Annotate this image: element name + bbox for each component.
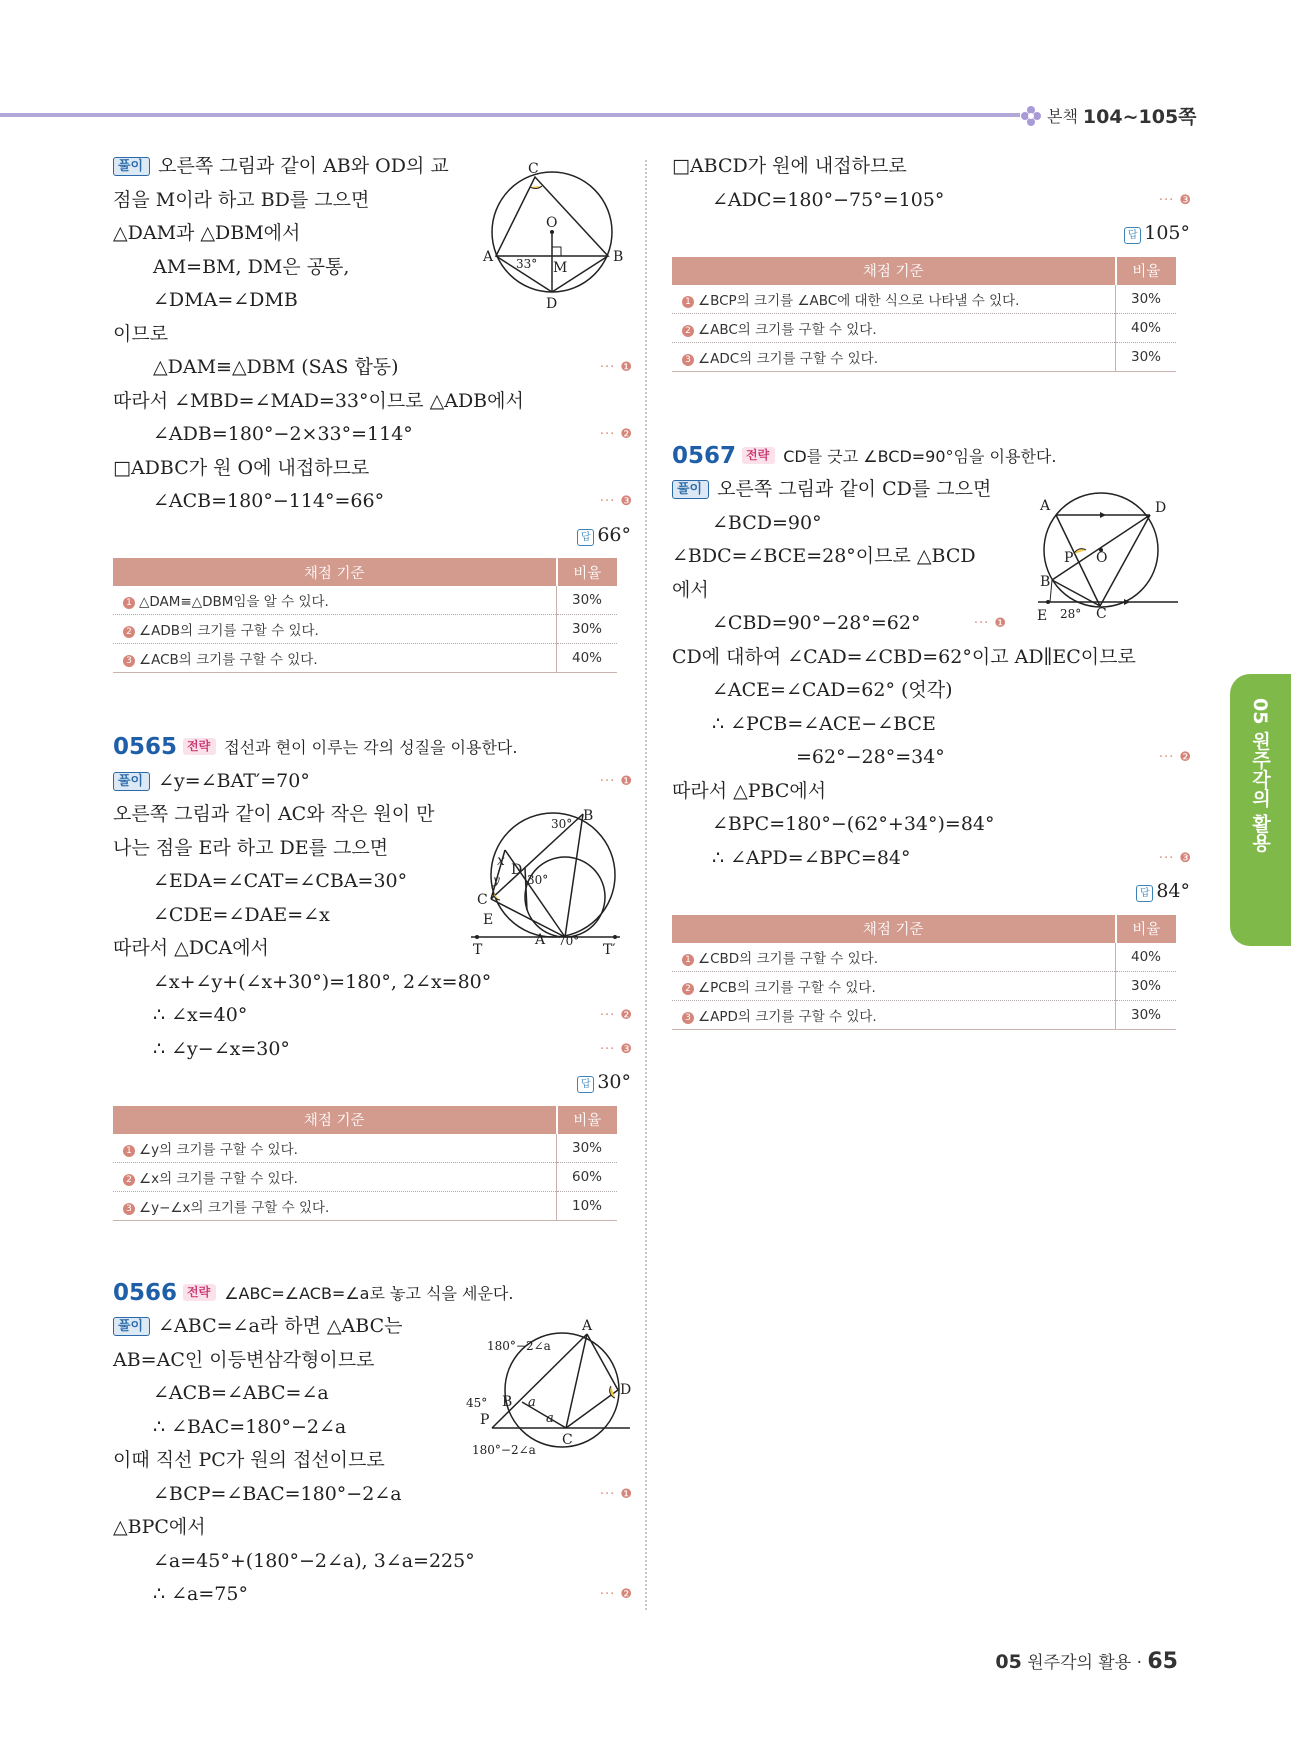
fig-label: B <box>583 808 594 824</box>
strategy-tag: 전략 <box>183 738 216 755</box>
text-line: ∠ACE=∠CAD=62° (엇각) <box>712 679 953 701</box>
fig-label: A <box>483 249 494 265</box>
criterion-text: ∠BCP의 크기를 ∠ABC에 대한 식으로 나타낼 수 있다. <box>698 292 1020 309</box>
text-line: ∠a=45°+(180°−2∠a), 3∠a=225° <box>153 1549 475 1572</box>
ratio-cell: 30% <box>1116 342 1177 371</box>
fig-label: 30° <box>527 873 549 887</box>
text-line: ∴ ∠PCB=∠ACE−∠BCE <box>712 712 936 735</box>
header-page-reference <box>1020 102 1197 129</box>
page-number: 65 <box>1147 1649 1178 1674</box>
step-ref: ··· ❸ <box>599 494 633 509</box>
side-tab-label: 05 원주각의 활용 <box>1249 698 1271 852</box>
text-line: ∴ ∠x=40° <box>153 1004 248 1026</box>
fig-label: P <box>1064 550 1074 566</box>
grading-header: 채점 기준 <box>113 1106 557 1134</box>
criterion-text: ∠ADC의 크기를 구할 수 있다. <box>698 350 878 367</box>
table-row <box>672 1000 1176 1029</box>
fig-label: D <box>620 1382 632 1398</box>
text-line: 나는 점을 E라 하고 DE를 그으면 <box>113 836 389 859</box>
text-line: □ABCD가 원에 내접하므로 <box>672 155 907 177</box>
text-line: 점을 M이라 하고 BD를 그으면 <box>113 188 370 211</box>
ratio-cell: 40% <box>557 644 618 673</box>
ratio-cell: 30% <box>557 1134 618 1163</box>
table-row <box>672 342 1176 371</box>
answer: 105° <box>1144 222 1190 244</box>
text-line: ∠BCD=90° <box>712 511 822 534</box>
step-ref: ··· ❷ <box>599 1587 633 1602</box>
text-line: ∴ ∠BAC=180°−2∠a <box>153 1415 347 1438</box>
criterion-text: ∠CBD의 크기를 구할 수 있다. <box>698 950 879 967</box>
step-number: 2 <box>682 983 694 995</box>
ratio-cell: 40% <box>1116 313 1177 342</box>
text-line: 오른쪽 그림과 같이 AB와 OD의 교 <box>158 155 449 177</box>
ratio-cell: 30% <box>1116 285 1177 314</box>
fig-label: 180°−2∠a <box>472 1443 536 1457</box>
table-row <box>672 313 1176 342</box>
ratio-cell: 40% <box>1116 943 1177 972</box>
text-line: ∠BDC=∠BCE=28°이므로 △BCD <box>672 545 976 567</box>
fig-label: C <box>477 892 488 908</box>
figure-0566 <box>462 1318 632 1458</box>
fig-label: 180°−2∠a <box>487 1339 551 1353</box>
grading-table <box>113 1106 617 1221</box>
text-line: △DAM≡△DBM (SAS 합동) <box>153 356 399 378</box>
table-row <box>113 1191 617 1220</box>
grading-table <box>113 558 617 673</box>
fig-label: 70° <box>558 934 580 948</box>
table-row <box>113 1162 617 1191</box>
text-line: ∠BPC=180°−(62°+34°)=84° <box>712 813 995 835</box>
step-number: 3 <box>123 655 135 667</box>
solution-tag: 풀이 <box>113 772 150 791</box>
criterion-text: ∠ADB의 크기를 구할 수 있다. <box>139 623 319 639</box>
solution-tag: 풀이 <box>113 1317 150 1336</box>
text-line: △BPC에서 <box>113 1516 206 1538</box>
flower-icon <box>1020 105 1042 127</box>
problem-number: 0567 <box>672 442 737 469</box>
strategy-tag: 전략 <box>742 447 775 464</box>
criterion-text: ∠APD의 크기를 구할 수 있다. <box>698 1008 877 1025</box>
ratio-cell: 60% <box>557 1162 618 1191</box>
problem-number: 0565 <box>113 734 178 760</box>
fig-label: O <box>546 215 558 231</box>
text-line: 이때 직선 PC가 원의 접선이므로 <box>113 1449 385 1471</box>
step-ref: ··· ❶ <box>599 1486 633 1502</box>
text-line: ∠EDA=∠CAT=∠CBA=30° <box>153 870 408 892</box>
fig-label: a <box>546 1411 554 1426</box>
fig-label: B <box>502 1394 513 1410</box>
fig-label: T <box>473 942 483 958</box>
answer: 66° <box>597 523 631 546</box>
text-line: =62°−28°=34° <box>796 746 945 768</box>
strategy-text: CD를 긋고 ∠BCD=90°임을 이용한다. <box>783 446 1057 466</box>
fig-label: B <box>1040 574 1051 590</box>
fig-label: 45° <box>466 1396 488 1410</box>
answer-icon: 답 <box>1124 227 1141 244</box>
figure-0567 <box>1030 490 1180 625</box>
fig-label: T′ <box>603 942 616 958</box>
fig-label: P <box>480 1412 490 1428</box>
grading-header: 채점 기준 <box>113 558 557 586</box>
header-book-label: 본책 <box>1047 107 1078 126</box>
text-line: ∠ABC=∠a라 하면 △ABC는 <box>158 1315 403 1337</box>
text-line: ∠BCP=∠BAC=180°−2∠a <box>153 1482 402 1505</box>
criterion-text: ∠y−∠x의 크기를 구할 수 있다. <box>139 1199 330 1216</box>
step-number: 3 <box>682 354 694 366</box>
text-line: ∠DMA=∠DMB <box>153 289 298 311</box>
ratio-cell: 30% <box>1116 1000 1177 1029</box>
text-line: 에서 <box>672 578 709 601</box>
step-ref: ··· ❸ <box>599 1041 633 1057</box>
step-ref: ··· ❷ <box>1158 750 1192 765</box>
step-number: 3 <box>682 1012 694 1024</box>
text-line: CD에 대하여 ∠CAD=∠CBD=62°이고 AD∥EC이므로 <box>672 645 1136 668</box>
fig-label: C <box>528 161 539 177</box>
problem-number: 0566 <box>113 1279 178 1306</box>
strategy-tag: 전략 <box>183 1284 216 1301</box>
step-number: 3 <box>123 1203 135 1215</box>
footer-separator: · <box>1136 1653 1142 1673</box>
criterion-text: ∠ABC의 크기를 구할 수 있다. <box>698 321 877 338</box>
grading-header: 채점 기준 <box>672 257 1116 285</box>
problem-0566-continued <box>672 150 1192 372</box>
table-row <box>113 644 617 673</box>
text-line: ∠y=∠BAT′=70° <box>158 769 310 792</box>
step-number: 2 <box>123 626 135 638</box>
criterion-text: △DAM≡△DBM임을 알 수 있다. <box>139 594 329 610</box>
step-ref: ··· ❷ <box>599 1008 633 1023</box>
criterion-text: ∠x의 크기를 구할 수 있다. <box>139 1170 298 1187</box>
text-line: ∠ACB=∠ABC=∠a <box>153 1382 329 1404</box>
solution-tag: 풀이 <box>672 480 709 499</box>
ratio-cell: 10% <box>557 1191 618 1220</box>
step-ref: ··· ❶ <box>599 773 633 789</box>
fig-label: C <box>1096 606 1107 622</box>
text-line: 이므로 <box>113 322 169 345</box>
text-line: ∠ADC=180°−75°=105° <box>712 188 945 211</box>
answer: 30° <box>597 1071 631 1093</box>
header-rule <box>0 113 1020 117</box>
page-footer <box>995 1648 1178 1674</box>
footer-chapter: 05 <box>995 1651 1022 1673</box>
column-divider <box>645 160 647 1610</box>
text-line: 오른쪽 그림과 같이 CD를 그으면 <box>717 478 992 500</box>
answer-icon: 답 <box>577 529 594 546</box>
fig-label: a <box>528 1395 536 1410</box>
ratio-cell: 30% <box>557 615 618 644</box>
text-line: ∠ACB=180°−114°=66° <box>153 490 385 512</box>
grading-header: 비율 <box>557 558 618 586</box>
text-line: 오른쪽 그림과 같이 AC와 작은 원이 만 <box>113 803 435 825</box>
fig-label: E <box>483 912 494 928</box>
step-number: 2 <box>123 1174 135 1186</box>
step-ref: ··· ❸ <box>1158 850 1192 866</box>
fig-label: 28° <box>1060 607 1082 621</box>
chapter-side-tab <box>1230 674 1291 946</box>
criterion-text: ∠PCB의 크기를 구할 수 있다. <box>698 979 876 996</box>
step-number: 2 <box>682 325 694 337</box>
fig-label: x <box>497 853 505 869</box>
ratio-cell: 30% <box>557 586 618 615</box>
answer: 84° <box>1156 880 1190 902</box>
text-line: ∠x+∠y+(∠x+30°)=180°, 2∠x=80° <box>153 970 492 993</box>
text-line: ∠CDE=∠DAE=∠x <box>153 903 330 926</box>
grading-header: 채점 기준 <box>672 915 1116 943</box>
text-line: ∴ ∠APD=∠BPC=84° <box>712 846 911 869</box>
criterion-text: ∠y의 크기를 구할 수 있다. <box>139 1141 298 1158</box>
answer-icon: 답 <box>577 1076 594 1093</box>
strategy-text: 접선과 현이 이루는 각의 성질을 이용한다. <box>224 738 518 757</box>
grading-header: 비율 <box>1116 257 1177 285</box>
text-line: 따라서 △DCA에서 <box>113 937 269 959</box>
footer-title: 원주각의 활용 <box>1027 1653 1132 1673</box>
step-number: 1 <box>123 597 135 609</box>
fig-label: D <box>1155 500 1167 516</box>
step-ref: ··· ❶ <box>973 616 1007 631</box>
table-row <box>113 1134 617 1163</box>
text-line: ∠ADB=180°−2×33°=114° <box>153 423 413 445</box>
solution-tag: 풀이 <box>113 157 150 176</box>
fig-label: 33° <box>516 257 538 271</box>
text-line: AB=AC인 이등변삼각형이므로 <box>113 1348 375 1371</box>
text-line: ∴ ∠a=75° <box>153 1583 248 1605</box>
grading-header: 비율 <box>557 1106 618 1134</box>
grading-header: 비율 <box>1116 915 1177 943</box>
fig-label: O <box>1096 550 1108 566</box>
table-row <box>113 615 617 644</box>
answer-icon: 답 <box>1136 885 1153 902</box>
fig-label: 30° <box>551 817 573 831</box>
text-line: △DAM과 △DBM에서 <box>113 222 301 244</box>
strategy-text: ∠ABC=∠ACB=∠a로 놓고 식을 세운다. <box>224 1283 514 1303</box>
figure-0565 <box>465 808 625 958</box>
text-line: ∠CBD=90°−28°=62° <box>712 612 921 634</box>
fig-label: A <box>1040 498 1051 514</box>
grading-table <box>672 257 1176 372</box>
problem-0565 <box>113 731 633 1221</box>
header-pages: 104~105쪽 <box>1082 106 1197 128</box>
step-ref: ··· ❷ <box>599 427 633 442</box>
ratio-cell: 30% <box>1116 971 1177 1000</box>
text-line: ∴ ∠y−∠x=30° <box>153 1037 290 1060</box>
table-row <box>672 943 1176 972</box>
fig-label: C <box>562 1432 573 1448</box>
fig-label: A <box>582 1318 593 1334</box>
fig-label: A <box>535 932 546 948</box>
criterion-text: ∠ACB의 크기를 구할 수 있다. <box>139 652 318 668</box>
fig-label: D <box>546 296 558 310</box>
text-line: □ADBC가 원 O에 내접하므로 <box>113 456 370 479</box>
table-row <box>672 285 1176 314</box>
text-line: 따라서 ∠MBD=∠MAD=33°이므로 △ADB에서 <box>113 389 524 412</box>
fig-label: D <box>511 862 523 878</box>
step-number: 1 <box>682 954 694 966</box>
fig-label: B <box>613 249 624 265</box>
grading-table <box>672 915 1176 1030</box>
step-ref: ··· ❶ <box>599 360 633 375</box>
figure-0564 <box>480 160 640 310</box>
table-row <box>113 586 617 615</box>
fig-label: E <box>1037 608 1048 624</box>
step-number: 1 <box>123 1145 135 1157</box>
text-line: 따라서 △PBC에서 <box>672 779 827 802</box>
table-row <box>672 971 1176 1000</box>
text-line: AM=BM, DM은 공통, <box>153 255 350 278</box>
step-ref: ··· ❸ <box>1158 192 1192 208</box>
fig-label: M <box>553 260 568 276</box>
fig-label: y <box>493 873 500 887</box>
step-number: 1 <box>682 296 694 308</box>
